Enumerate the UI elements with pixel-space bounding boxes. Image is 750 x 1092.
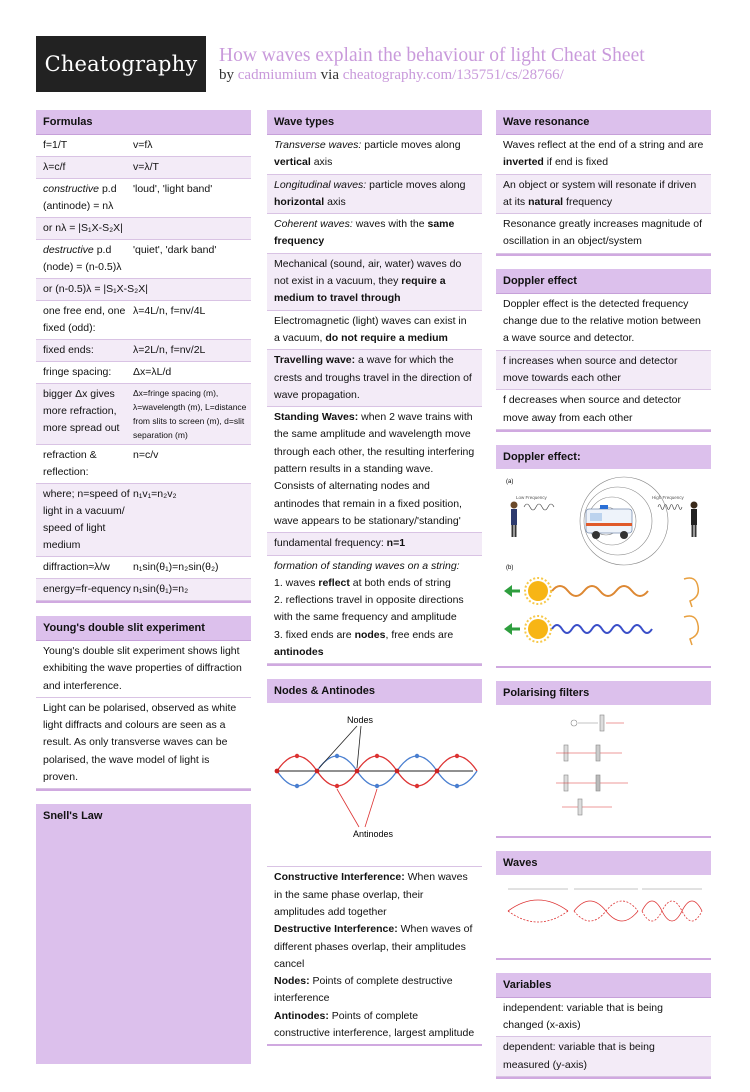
list-item: Electromagnetic (light) waves can exist in a vacuum, do not require a medium [267, 311, 482, 351]
doppler-figure [496, 469, 711, 668]
list-item: dependent: variable that is being measured (y-axis) [496, 1037, 711, 1077]
person-right-icon [691, 501, 698, 537]
list-item: formation of standing waves on a string: 1. waves reflect at both ends of string 2. reflections travel in opposite directions with the same frequency and amplitude 3. fixed ends are nodes, free ends are antinodes [267, 556, 482, 665]
snell-section [36, 804, 251, 1064]
column-1 [36, 110, 251, 1077]
formula-row [36, 445, 251, 484]
formula-left: refraction & reflection: [43, 449, 97, 478]
list-item: Doppler effect is the detected frequency change due to the relative motion between a wave source and detector. [496, 294, 711, 351]
list-item: Resonance greatly increases magnitude of oscillation in an object/system [496, 214, 711, 254]
doppler-figure-section [496, 445, 711, 668]
formula-right: v=λ/T [133, 161, 159, 173]
resonance-body [496, 134, 711, 256]
wavetypes-section [267, 110, 482, 666]
page-title[interactable]: How waves explain the behaviour of light Cheat Sheet [219, 45, 645, 66]
formula-left: bigger Δx gives more refraction, more spread out [43, 388, 120, 434]
formula-right: Δx=λL/d [133, 366, 172, 378]
list-item: Standing Waves: when 2 wave trains with the same amplitude and wavelength move through each other, the resulting interfering pattern results in a standing wave. Consists of alternating nodes and antinodes that remain in a fixed position, wave appears to be stationary/'standing' [267, 407, 482, 533]
formula-row [36, 135, 251, 157]
high-frequency-label: High Frequency [652, 494, 684, 500]
logo[interactable] [36, 36, 206, 92]
section-title: Young's double slit experiment [36, 616, 251, 640]
resonance-section [496, 110, 711, 256]
list-item: Mechanical (sound, air, water) waves do not exist in a vacuum, they require a medium to travel through [267, 254, 482, 311]
nodes-section [267, 679, 482, 1046]
section-title: Wave types [267, 110, 482, 134]
list-item: Transverse waves: particle moves along vertical axis [267, 135, 482, 175]
variables-body [496, 997, 711, 1079]
section-title: Formulas [36, 110, 251, 134]
nodes-figure [267, 703, 482, 867]
logo-text: Cheatography [44, 52, 198, 76]
formula-right: n₁sin(θ₁)=n₂sin(θ₂) [133, 561, 219, 573]
formula-right: 'quiet', 'dark band' [133, 244, 217, 256]
doppler-diagram [502, 475, 705, 655]
nodes-label: Nodes [347, 715, 374, 726]
sun-icon-1 [525, 578, 551, 604]
formulas-section [36, 110, 251, 603]
formula-row [36, 557, 251, 579]
sun-icon-2 [525, 616, 551, 642]
label-a: (a) [506, 478, 514, 485]
list-item: f decreases when source and detector move away from each other [496, 390, 711, 430]
formula-row [36, 301, 251, 340]
list-item: Travelling wave: a wave for which the crests and troughs travel in the direction of wave propagation. [267, 350, 482, 407]
list-item: Longitudinal waves: particle moves along horizontal axis [267, 175, 482, 215]
low-frequency-label: Low Frequency [516, 494, 547, 500]
antinodes-label: Antinodes [353, 829, 394, 840]
formula-right: n=c/v [133, 449, 159, 461]
section-title: Polarising filters [496, 681, 711, 705]
person-left-icon [511, 501, 518, 537]
waves-figure [496, 875, 711, 960]
formula-left: diffraction≈λ/w [43, 561, 110, 573]
young-section [36, 616, 251, 791]
section-title: Waves [496, 851, 711, 875]
section-title: Variables [496, 973, 711, 997]
snell-body [36, 828, 251, 1064]
formula-right: v=fλ [133, 139, 153, 151]
list-item: f increases when source and detector move towards each other [496, 351, 711, 391]
doppler-section [496, 269, 711, 432]
formulas-table [36, 134, 251, 603]
formula-row [36, 240, 251, 279]
formula-left: constructive p.d (antinode) = nλ [43, 183, 117, 212]
waves-section [496, 851, 711, 960]
formula-left: energy=fr-equency [43, 583, 131, 595]
section-title: Doppler effect [496, 269, 711, 293]
harmonics-diagram [502, 881, 705, 947]
formula-right: Δx=fringe spacing (m), λ=wavelength (m), L=distance from slits to screen (m), d=slit separation (m) [133, 388, 247, 440]
formula-right: λ=4L/n, f=nv/4L [133, 305, 206, 317]
variables-section [496, 973, 711, 1079]
formula-row [36, 157, 251, 179]
list-item: Light can be polarised, observed as white light diffracts and colours are seen as a result. As only transverse waves can be polarised, the wave model of light is proven. [36, 698, 251, 789]
formula-left: λ=c/f [43, 161, 66, 173]
formula-row [36, 362, 251, 384]
face-icon-1 [684, 578, 698, 607]
formula-left: fringe spacing: [43, 366, 112, 378]
formula-row [36, 579, 251, 601]
formula-left: fixed ends: [43, 344, 94, 356]
formula-row [36, 384, 251, 445]
young-body [36, 640, 251, 791]
formula-left: where; n=speed of light in a vacuum/ speed of light medium [43, 488, 130, 551]
formula-row [36, 179, 251, 218]
nodes-body [267, 867, 482, 1046]
formula-row: or nλ = |S₁X-S₂X| [36, 218, 251, 240]
formula-left: destructive p.d (node) = (n-0.5)λ [43, 244, 122, 273]
formula-left: f=1/T [43, 139, 68, 151]
list-item: An object or system will resonate if driven at its natural frequency [496, 175, 711, 215]
byline-via: via [320, 67, 339, 83]
byline [219, 67, 564, 84]
list-item: Waves reflect at the end of a string and are inverted if end is fixed [496, 135, 711, 175]
list-item: Coherent waves: waves with the same frequency [267, 214, 482, 254]
wavetypes-body [267, 134, 482, 666]
section-title: Nodes & Antinodes [267, 679, 482, 703]
author-link[interactable]: cadmiumium [237, 67, 317, 83]
polarising-diagram [502, 711, 705, 825]
list-item: fundamental frequency: n=1 [267, 533, 482, 555]
label-b: (b) [506, 564, 514, 571]
formula-left: one free end, one fixed (odd): [43, 305, 126, 334]
formula-right: n₁sin(θ₁)=n₂ [133, 583, 189, 595]
formula-row: or (n-0.5)λ = |S₁X-S₂X| [36, 279, 251, 301]
section-title: Wave resonance [496, 110, 711, 134]
ambulance-icon [586, 505, 632, 539]
column-2 [267, 110, 482, 1059]
url-link[interactable]: cheatography.com/135751/cs/28766/ [342, 67, 564, 83]
formula-right: n₁v₁=n₂v₂ [133, 488, 177, 500]
section-title: Doppler effect: [496, 445, 711, 469]
polarising-figure [496, 705, 711, 838]
column-3 [496, 110, 711, 1092]
standing-wave-diagram [273, 709, 476, 855]
doppler-body [496, 293, 711, 432]
list-item: Constructive Interference: When waves in the same phase overlap, their amplitudes add together Destructive Interference: When waves of different phases overlap, their amplitudes cancel Nodes: Points of complete destructive interference Antinodes: Points of complete constructive interference, largest amplitude [274, 871, 475, 1039]
section-title: Snell's Law [36, 804, 251, 828]
list-item: Young's double slit experiment shows light exhibiting the wave properties of diffraction and interference. [36, 641, 251, 698]
formula-right: λ=2L/n, f=nv/2L [133, 344, 206, 356]
formula-row [36, 340, 251, 362]
formula-row [36, 484, 251, 557]
list-item: independent: variable that is being changed (x-axis) [496, 998, 711, 1038]
byline-by: by [219, 67, 234, 83]
formula-right: 'loud', 'light band' [133, 183, 213, 195]
polarising-section [496, 681, 711, 838]
face-icon-2 [684, 616, 698, 645]
